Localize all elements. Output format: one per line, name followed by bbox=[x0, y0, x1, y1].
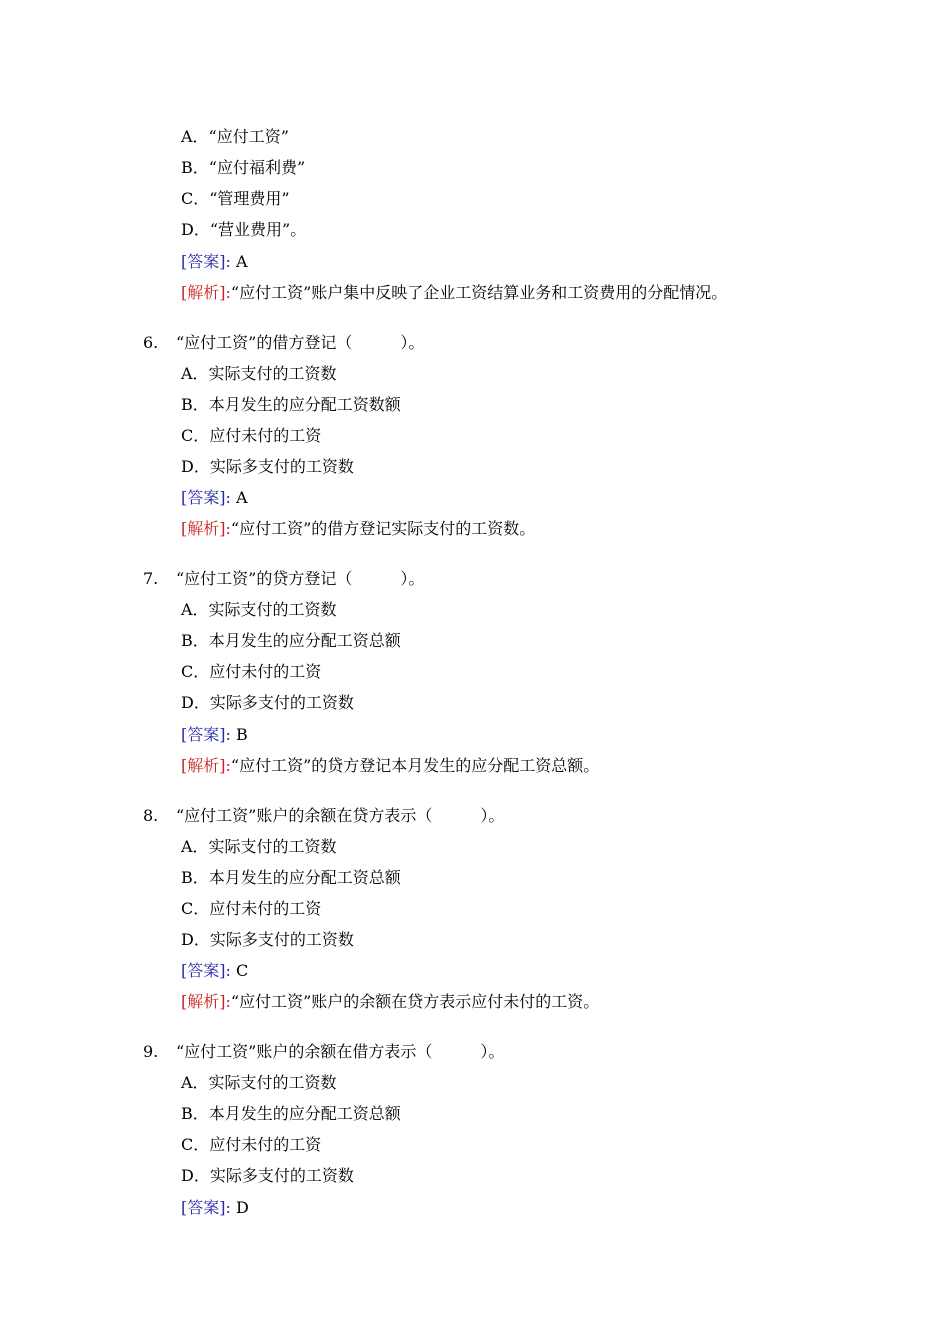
option-a: A．实际支付的工资数 bbox=[181, 837, 337, 856]
analysis-text: “应付工资”的贷方登记本月发生的应分配工资总额。 bbox=[230, 756, 600, 775]
answer-tag: [答案]: bbox=[181, 252, 231, 271]
analysis-text: “应付工资”账户的余额在贷方表示应付未付的工资。 bbox=[230, 992, 600, 1011]
analysis-tag: [解析]: bbox=[181, 756, 231, 775]
question-text: “应付工资”的贷方登记（ ）。 bbox=[176, 569, 425, 588]
analysis-text: “应付工资”账户集中反映了企业工资结算业务和工资费用的分配情况。 bbox=[230, 283, 728, 302]
answer-value: C bbox=[235, 961, 249, 980]
answer-value: D bbox=[235, 1198, 249, 1217]
option-c: C．应付未付的工资 bbox=[181, 426, 322, 445]
question-number: 6. bbox=[143, 333, 159, 352]
answer-line bbox=[181, 1198, 249, 1218]
analysis-text: “应付工资”的借方登记实际支付的工资数。 bbox=[230, 519, 536, 538]
question-text: “应付工资”账户的余额在借方表示（ ）。 bbox=[176, 1042, 505, 1061]
option-a: A．实际支付的工资数 bbox=[181, 1073, 337, 1092]
option-b: B．“应付福利费” bbox=[181, 158, 306, 177]
analysis-tag: [解析]: bbox=[181, 992, 231, 1011]
question-text: “应付工资”账户的余额在贷方表示（ ）。 bbox=[176, 806, 505, 825]
answer-line bbox=[181, 725, 248, 745]
option-a: A．实际支付的工资数 bbox=[181, 364, 337, 383]
question-number: 7. bbox=[143, 569, 159, 588]
answer-line bbox=[181, 961, 248, 981]
option-b: B．本月发生的应分配工资总额 bbox=[181, 1104, 401, 1123]
option-a: A．“应付工资” bbox=[181, 127, 289, 146]
analysis-line bbox=[181, 992, 599, 1012]
option-c: C．应付未付的工资 bbox=[181, 1135, 322, 1154]
answer-tag: [答案]: bbox=[181, 488, 231, 507]
answer-line bbox=[181, 488, 248, 508]
answer-tag: [答案]: bbox=[181, 961, 231, 980]
option-b: B．本月发生的应分配工资总额 bbox=[181, 631, 401, 650]
analysis-tag: [解析]: bbox=[181, 519, 231, 538]
option-d: D．实际多支付的工资数 bbox=[181, 693, 354, 712]
question-text: “应付工资”的借方登记（ ）。 bbox=[176, 333, 425, 352]
option-d: D．“营业费用”。 bbox=[181, 220, 307, 239]
option-a: A．实际支付的工资数 bbox=[181, 600, 337, 619]
analysis-tag: [解析]: bbox=[181, 283, 231, 302]
answer-value: A bbox=[235, 488, 248, 507]
answer-tag: [答案]: bbox=[181, 725, 231, 744]
analysis-line bbox=[181, 283, 727, 303]
answer-value: B bbox=[235, 725, 248, 744]
option-b: B．本月发生的应分配工资数额 bbox=[181, 395, 401, 414]
analysis-line bbox=[181, 519, 535, 539]
question-number: 9. bbox=[143, 1042, 159, 1061]
answer-tag: [答案]: bbox=[181, 1198, 231, 1217]
option-c: C．应付未付的工资 bbox=[181, 662, 322, 681]
answer-value: A bbox=[235, 252, 248, 271]
option-c: C．应付未付的工资 bbox=[181, 899, 322, 918]
answer-line bbox=[181, 252, 248, 272]
option-d: D．实际多支付的工资数 bbox=[181, 930, 354, 949]
option-d: D．实际多支付的工资数 bbox=[181, 457, 354, 476]
option-c: C．“管理费用” bbox=[181, 189, 290, 208]
option-d: D．实际多支付的工资数 bbox=[181, 1166, 354, 1185]
analysis-line bbox=[181, 756, 599, 776]
option-b: B．本月发生的应分配工资总额 bbox=[181, 868, 401, 887]
question-number: 8. bbox=[143, 806, 159, 825]
